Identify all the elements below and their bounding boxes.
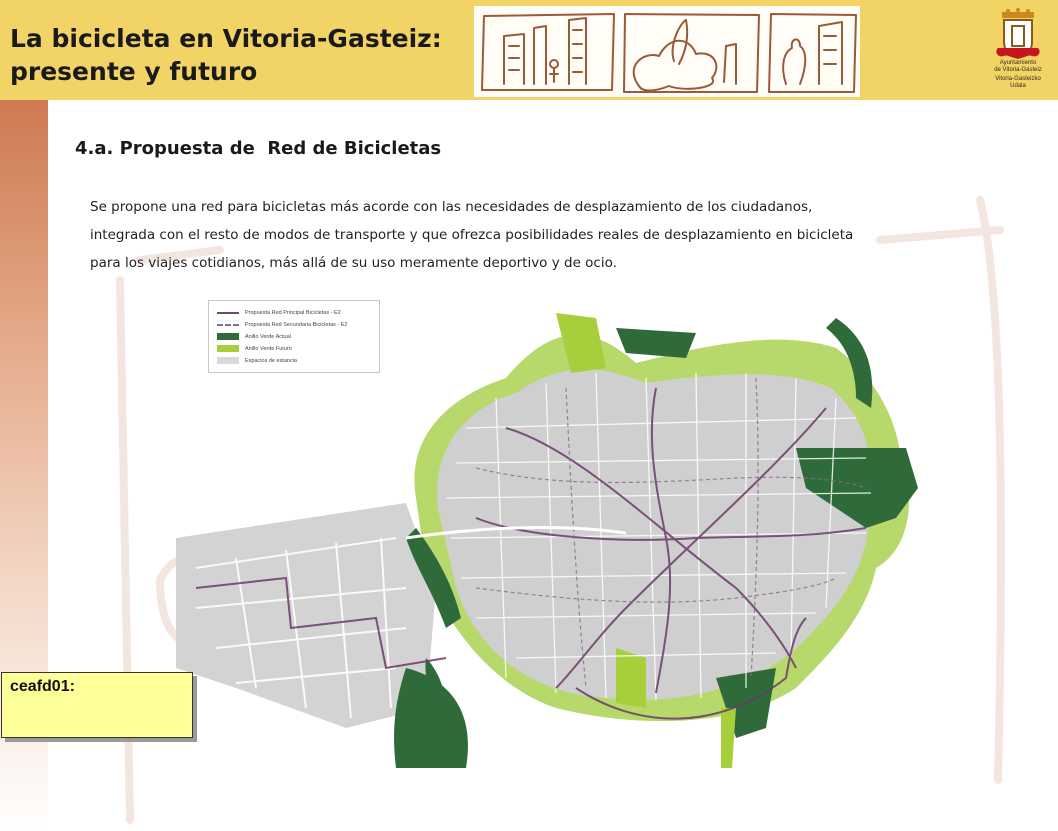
title-line-1: La bicicleta en Vitoria-Gasteiz: bbox=[10, 24, 442, 53]
legend-label: Anillo Verde Actual bbox=[245, 333, 291, 340]
legend-label: Propuesta Red Secundaria Bicicletas - E2 bbox=[245, 321, 348, 328]
city-sketch-illustration bbox=[474, 6, 860, 97]
section-heading: 4.a. Propuesta de Red de Bicicletas bbox=[75, 138, 442, 159]
legend-label: Propuesta Red Principal Bicicletas - E2 bbox=[245, 309, 341, 316]
legend-swatch-stay-spaces bbox=[217, 357, 239, 364]
paragraph-line: integrada con el resto de modos de transporte y que ofrezca posibilidades reales de desplazamiento en bicicleta bbox=[90, 227, 854, 243]
legend-swatch-primary-line bbox=[217, 312, 239, 314]
legend-item bbox=[217, 320, 347, 329]
city-council-name bbox=[980, 60, 1056, 90]
map-legend bbox=[208, 300, 380, 373]
logo-text-line: Udala bbox=[1010, 83, 1026, 89]
legend-item bbox=[217, 344, 292, 353]
page-title bbox=[10, 22, 442, 88]
comment-note-label: ceafd01: bbox=[10, 678, 75, 695]
legend-label: Anillo Verde Futuro bbox=[245, 345, 292, 352]
legend-label: Espacios de estancia bbox=[245, 357, 297, 364]
legend-item bbox=[217, 332, 291, 341]
title-line-2: presente y futuro bbox=[10, 57, 258, 86]
logo-text-line: Vitoria-Gasteizko bbox=[995, 76, 1041, 82]
intro-paragraph bbox=[90, 193, 1020, 277]
legend-swatch-current-green bbox=[217, 333, 239, 340]
logo-text-line: de Vitoria-Gasteiz bbox=[994, 67, 1042, 73]
paragraph-line: para los viajes cotidianos, más allá de su uso meramente deportivo y de ocio. bbox=[90, 255, 617, 271]
legend-item bbox=[217, 356, 297, 365]
logo-text-line: Ayuntamiento bbox=[999, 60, 1037, 66]
header-band bbox=[0, 0, 1058, 100]
legend-swatch-secondary-line bbox=[217, 324, 239, 326]
legend-item bbox=[217, 308, 341, 317]
comment-note[interactable] bbox=[1, 672, 193, 738]
legend-swatch-future-green bbox=[217, 345, 239, 352]
paragraph-line: Se propone una red para bicicletas más acorde con las necesidades de desplazamiento de los ciudadanos, bbox=[90, 199, 813, 215]
